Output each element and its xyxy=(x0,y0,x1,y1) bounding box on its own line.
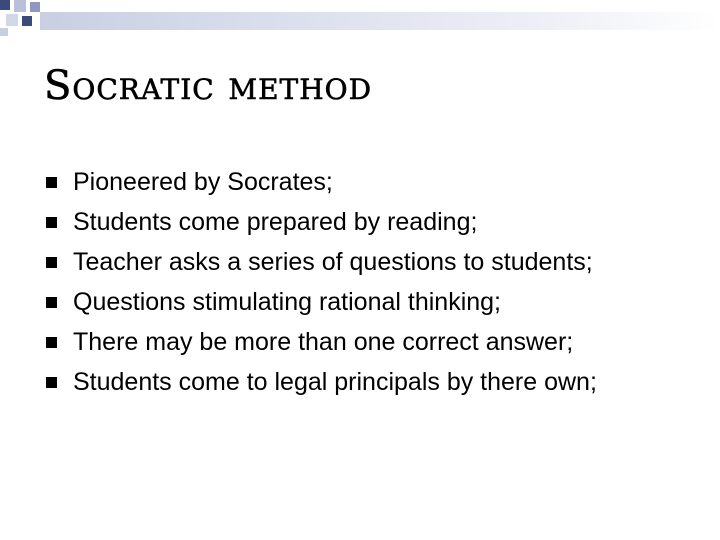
square-bullet-icon xyxy=(46,337,57,348)
bullet-text: Teacher asks a series of questions to students; xyxy=(73,247,593,276)
square-bullet-icon xyxy=(46,297,57,308)
bullet-item xyxy=(46,162,597,202)
square-bullet-icon xyxy=(46,177,57,188)
bullet-item xyxy=(46,322,597,362)
bullet-item xyxy=(46,202,597,242)
bullet-item xyxy=(46,362,597,402)
bullet-text: Students come prepared by reading; xyxy=(73,207,478,236)
bullet-text: Pioneered by Socrates; xyxy=(73,167,333,196)
bullet-text: There may be more than one correct answer; xyxy=(73,327,574,356)
square-bullet-icon xyxy=(46,257,57,268)
bullet-text: Questions stimulating rational thinking; xyxy=(73,287,502,316)
square-bullet-icon xyxy=(46,377,57,388)
slide-title: Socratic method xyxy=(44,63,373,109)
bullet-list xyxy=(46,162,597,402)
bullet-item xyxy=(46,242,597,282)
bullet-item xyxy=(46,282,597,322)
decorative-bar xyxy=(40,12,720,30)
square-bullet-icon xyxy=(46,217,57,228)
bullet-text: Students come to legal principals by there own; xyxy=(73,367,597,396)
